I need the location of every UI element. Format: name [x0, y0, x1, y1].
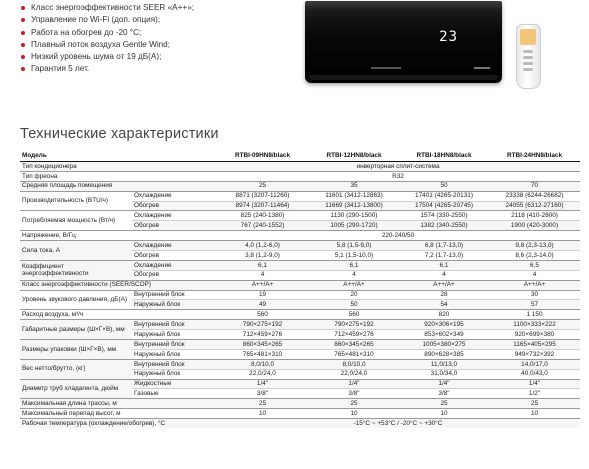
param-value: 920×699×380	[489, 330, 580, 340]
param-value: 712×459×276	[216, 330, 309, 340]
param-value: 4	[309, 270, 399, 280]
param-value: 50	[309, 300, 399, 310]
param-value: 25	[399, 399, 489, 409]
table-header-row	[20, 150, 580, 162]
param-value: 949×732×392	[489, 349, 580, 359]
table-row	[20, 419, 580, 428]
param-value: 3/8"	[216, 389, 309, 399]
table-row	[20, 162, 580, 172]
param-value: 1/2"	[489, 389, 580, 399]
param-name: Вес нетто/брутто, (кг)	[20, 359, 132, 379]
param-value: 1 150	[489, 310, 580, 320]
param-value: 1/4"	[399, 379, 489, 389]
param-value: 920×306×195	[399, 320, 489, 330]
param-name: Габаритные размеры (Ш×Г×В), мм	[20, 320, 132, 340]
param-sub: Наружный блок	[132, 330, 216, 340]
model-name-header: RTBI-09HN8/black	[216, 150, 309, 162]
param-value: 8,0/10,0	[309, 359, 399, 369]
param-name: Производительность (BTU/ч)	[20, 191, 132, 211]
param-value: 14,0/17,0	[489, 359, 580, 369]
param-value: 3/8"	[399, 389, 489, 399]
param-value: 24055 (6312-27160)	[489, 201, 580, 211]
param-value: 49	[216, 300, 309, 310]
bullet-icon	[21, 43, 25, 47]
param-value: 11,0/13,0	[399, 359, 489, 369]
model-header: Модель	[20, 150, 216, 162]
param-value: 25	[216, 181, 309, 191]
param-value: 765×481×310	[309, 349, 399, 359]
param-name: Тип кондиционера	[20, 162, 216, 172]
param-value: 1130 (290-1500)	[309, 211, 399, 221]
param-value: 825 (240-1380)	[216, 211, 309, 221]
feature-text: Работа на обогрев до -20 °С;	[31, 27, 142, 37]
bullet-icon	[21, 55, 25, 59]
param-value: 54	[399, 300, 489, 310]
param-name: Максимальная длина трассы, м	[20, 399, 216, 409]
feature-item	[20, 2, 280, 14]
table-row	[20, 409, 580, 419]
param-value: инверторная сплит-система	[216, 162, 580, 172]
param-value: 11601 (3412-12863)	[309, 191, 399, 201]
param-value: 70	[489, 181, 580, 191]
air-conditioner-image	[305, 1, 502, 83]
param-value: 890×628×385	[399, 349, 489, 359]
param-value: 8,6 (2,3-14,0)	[489, 251, 580, 261]
param-value: 767 (240-1552)	[216, 221, 309, 231]
param-value: -15°С ~ +53°С / -20°С ~ +30°С	[216, 419, 580, 428]
param-sub: Обогрев	[132, 221, 216, 231]
param-value: 30	[489, 290, 580, 300]
param-value: 220-240/50	[216, 231, 580, 241]
param-value: 6,1	[399, 260, 489, 270]
param-sub: Наружный блок	[132, 300, 216, 310]
param-value: 1382 (340-2550)	[399, 221, 489, 231]
param-sub: Газовые	[132, 389, 216, 399]
param-value: 1/4"	[489, 379, 580, 389]
param-name: Тип фреона	[20, 171, 216, 181]
feature-item	[20, 14, 280, 26]
param-value: 4	[399, 270, 489, 280]
param-name: Средняя площадь помещения	[20, 181, 216, 191]
param-name: Потребляемая мощность (Вт/ч)	[20, 211, 132, 231]
param-value: 1100×333×222	[489, 320, 580, 330]
param-value: 1005 (290-1720)	[309, 221, 399, 231]
param-value: 31,0/34,0	[399, 369, 489, 379]
param-sub: Охлаждение	[132, 191, 216, 201]
param-value: 20	[309, 290, 399, 300]
spec-table	[20, 150, 580, 428]
table-row	[20, 399, 580, 409]
param-value: A++/A+	[489, 280, 580, 290]
param-value: 10	[309, 409, 399, 419]
param-sub: Обогрев	[132, 201, 216, 211]
param-value: 853×602×349	[399, 330, 489, 340]
param-value: 1/4"	[216, 379, 309, 389]
param-value: 6,1	[309, 260, 399, 270]
param-name: Диаметр труб хладагента, дюйм	[20, 379, 132, 399]
param-value: 8,0/10,0	[216, 359, 309, 369]
param-sub: Охлаждение	[132, 260, 216, 270]
param-value: 7,2 (1,7-13,0)	[399, 251, 489, 261]
param-sub: Жидкостные	[132, 379, 216, 389]
param-value: 820	[399, 310, 489, 320]
param-value: 560	[309, 310, 399, 320]
ac-louver	[309, 75, 498, 80]
param-value: 5,8 (1,5-9,0)	[309, 241, 399, 251]
remote-button	[523, 62, 533, 65]
param-name: Размеры упаковки (Ш×Г×В), мм	[20, 340, 132, 360]
ac-logo-mark	[371, 67, 401, 69]
param-value: 1165×405×295	[489, 340, 580, 350]
param-value: 25	[309, 399, 399, 409]
param-value: 1900 (420-3000)	[489, 221, 580, 231]
table-row	[20, 241, 580, 251]
param-name: Класс энергоэффективности (SEER/SCOP)	[20, 280, 216, 290]
remote-screen	[520, 29, 536, 45]
param-value: 4,0 (1,2-6,0)	[216, 241, 309, 251]
param-name: Максимальный перепад высот, м	[20, 409, 216, 419]
feature-item	[20, 27, 280, 39]
param-value: 23338 (6244-26682)	[489, 191, 580, 201]
spec-table-body	[20, 162, 580, 429]
param-value: 4	[489, 270, 580, 280]
feature-item	[20, 51, 280, 63]
param-value: 5,1 (1,5-10,0)	[309, 251, 399, 261]
param-value: 25	[489, 399, 580, 409]
bullet-icon	[21, 6, 25, 10]
table-row	[20, 320, 580, 330]
param-name: Уровень звукового давления, дБ(А)	[20, 290, 132, 310]
model-name-header: RTBI-24HN8/black	[489, 150, 580, 162]
param-value: 1005×380×275	[399, 340, 489, 350]
param-value: 17401 (4265-20131)	[399, 191, 489, 201]
table-row	[20, 181, 580, 191]
param-value: 4	[216, 270, 309, 280]
feature-text: Гарантия 5 лет.	[31, 64, 90, 74]
table-row	[20, 340, 580, 350]
table-row	[20, 260, 580, 270]
param-value: 57	[489, 300, 580, 310]
param-value: A++/A+	[309, 280, 399, 290]
param-value: 22,0/24,0	[309, 369, 399, 379]
param-sub: Обогрев	[132, 251, 216, 261]
param-value: 1574 (330-2550)	[399, 211, 489, 221]
model-name-header: RTBI-12HN8/black	[309, 150, 399, 162]
param-value: 3,8 (1,2-9,0)	[216, 251, 309, 261]
param-sub: Внутренний блок	[132, 359, 216, 369]
param-value: 3/8"	[309, 389, 399, 399]
param-value: 40,0/43,0	[489, 369, 580, 379]
remote-button	[523, 50, 533, 53]
table-row	[20, 171, 580, 181]
remote-button	[523, 68, 533, 71]
feature-list	[20, 2, 280, 76]
ac-brand-mark	[474, 67, 490, 69]
ac-shine	[305, 1, 502, 11]
param-sub: Внутренний блок	[132, 340, 216, 350]
param-value: 6,5	[489, 260, 580, 270]
feature-text: Плавный поток воздуха Gentle Wind;	[31, 39, 171, 49]
param-value: 35	[309, 181, 399, 191]
bullet-icon	[21, 67, 25, 71]
table-row	[20, 231, 580, 241]
param-value: 10	[216, 409, 309, 419]
param-value: 8974 (3207-11464)	[216, 201, 309, 211]
param-sub: Наружный блок	[132, 349, 216, 359]
model-name-header: RTBI-18HN8/black	[399, 150, 489, 162]
table-row	[20, 211, 580, 221]
ac-temperature-display: 23	[439, 29, 458, 45]
table-row	[20, 280, 580, 290]
feature-item	[20, 63, 280, 75]
param-sub: Охлаждение	[132, 241, 216, 251]
param-name: Расход воздуха, м³/ч	[20, 310, 216, 320]
param-name: Коэффициент энергоэффективности	[20, 260, 132, 280]
feature-text: Управление по Wi-Fi (доп. опция);	[31, 15, 161, 25]
feature-text: Низкий уровень шума от 19 дБ(А);	[31, 52, 162, 62]
param-value: 28	[399, 290, 489, 300]
section-title: Технические характеристики	[20, 126, 219, 142]
param-value: 10	[399, 409, 489, 419]
param-sub: Внутренний блок	[132, 290, 216, 300]
param-sub: Внутренний блок	[132, 320, 216, 330]
param-value: 560	[216, 310, 309, 320]
param-value: 10	[489, 409, 580, 419]
param-value: 860×345×265	[216, 340, 309, 350]
feature-item	[20, 39, 280, 51]
param-sub: Охлаждение	[132, 211, 216, 221]
remote-button	[523, 56, 533, 59]
table-row	[20, 310, 580, 320]
bullet-icon	[21, 31, 25, 35]
param-name: Рабочая температура (охлаждение/обогрев), °С	[20, 419, 216, 428]
table-row	[20, 290, 580, 300]
param-value: 790×275×192	[309, 320, 399, 330]
param-value: 712×459×276	[309, 330, 399, 340]
param-name: Напряжение, В/Гц	[20, 231, 216, 241]
remote-control-image	[516, 24, 541, 89]
table-row	[20, 191, 580, 201]
param-value: 8871 (3207-11260)	[216, 191, 309, 201]
param-value: 6,1	[216, 260, 309, 270]
table-row	[20, 379, 580, 389]
param-value: 25	[216, 399, 309, 409]
table-row	[20, 359, 580, 369]
param-value: 790×275×192	[216, 320, 309, 330]
param-value: 6,8 (1,7-13,0)	[399, 241, 489, 251]
param-sub: Наружный блок	[132, 369, 216, 379]
param-value: 1/4"	[309, 379, 399, 389]
feature-text: Класс энергоэффективности SEER «A++»;	[31, 3, 195, 12]
param-value: 19	[216, 290, 309, 300]
param-value: 11669 (3412-13800)	[309, 201, 399, 211]
param-value: 2118 (410-2800)	[489, 211, 580, 221]
param-value: R32	[216, 171, 580, 181]
param-value: 17504 (4265-20745)	[399, 201, 489, 211]
param-value: 22,0/24,0	[216, 369, 309, 379]
param-value: 860×345×265	[309, 340, 399, 350]
param-value: 9,8 (2,3-13,0)	[489, 241, 580, 251]
bullet-icon	[21, 18, 25, 22]
param-value: 765×481×310	[216, 349, 309, 359]
param-value: 50	[399, 181, 489, 191]
param-sub: Обогрев	[132, 270, 216, 280]
param-value: A++/A+	[399, 280, 489, 290]
param-name: Сила тока, А	[20, 241, 132, 261]
param-value: A++/A+	[216, 280, 309, 290]
